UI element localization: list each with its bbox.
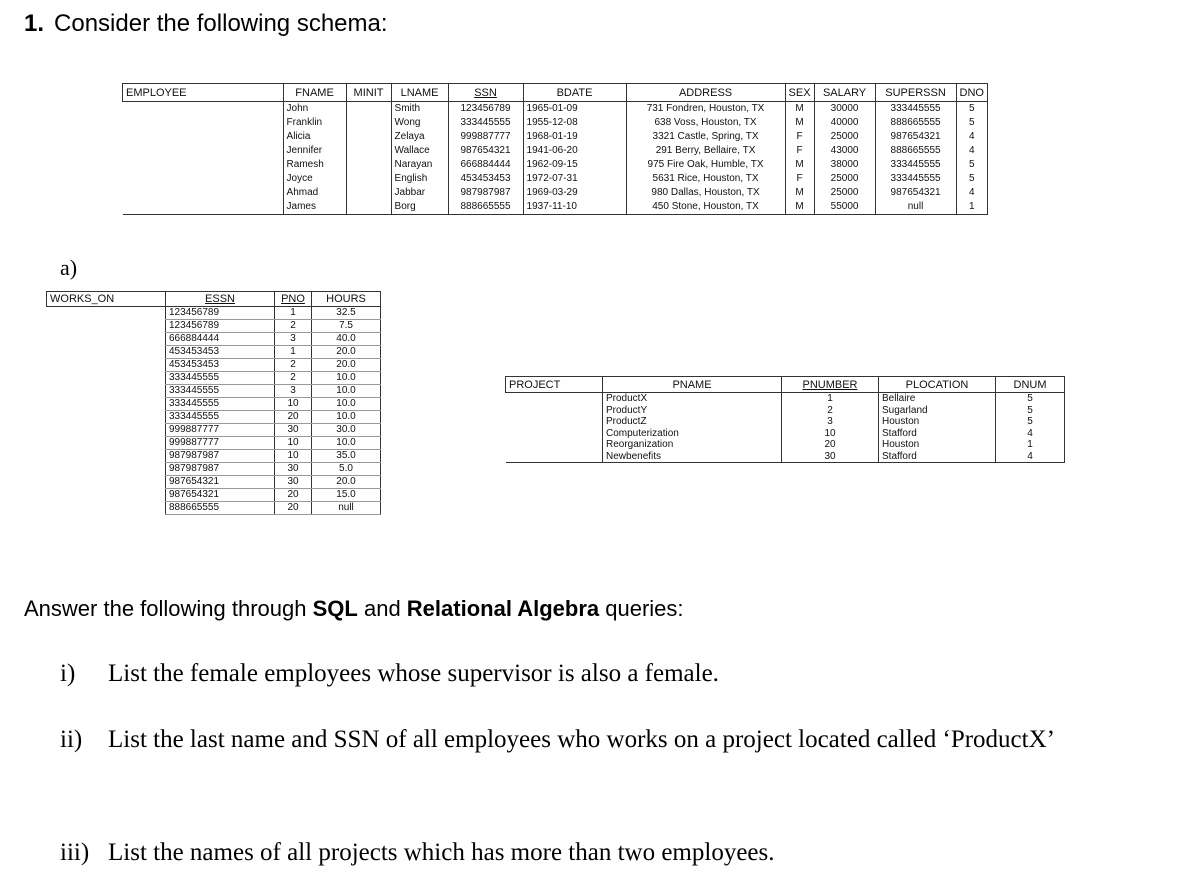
project-cell: Reorganization [603,439,782,451]
works-on-cell: 123456789 [166,307,275,320]
employee-col-address: ADDRESS [626,84,785,102]
works-on-row [47,476,381,489]
employee-cell: 980 Dallas, Houston, TX [626,186,785,200]
works-on-cell: 987987987 [166,450,275,463]
employee-cell: 4 [956,130,987,144]
works-on-row [47,372,381,385]
question-2-text: List the last name and SSN of all employees who works on a project located called ‘ProductX’ [108,726,1055,753]
employee-cell: Zelaya [391,130,448,144]
works-on-row-spacer [47,502,166,515]
employee-cell: 5 [956,102,987,117]
works-on-cell: 999887777 [166,437,275,450]
works-on-cell: 453453453 [166,359,275,372]
instruction-text: Answer the following through SQL and Relational Algebra queries: [24,596,684,621]
works-on-row-spacer [47,385,166,398]
employee-cell: 1965-01-09 [523,102,626,117]
works-on-cell: 10.0 [312,437,381,450]
employee-row [123,186,988,200]
project-row [506,393,1065,405]
works-on-cell: 35.0 [312,450,381,463]
question-heading [24,10,388,38]
project-row-spacer [506,439,603,451]
works-on-cell: 20 [275,411,312,424]
question-2 [60,724,1130,756]
works-on-row-spacer [47,489,166,502]
employee-cell: 123456789 [448,102,523,117]
project-col-pnumber: PNUMBER [782,377,879,393]
employee-row-spacer [123,158,284,172]
employee-row [123,144,988,158]
works-on-row [47,359,381,372]
employee-col-superssn: SUPERSSN [875,84,956,102]
employee-cell: M [785,158,814,172]
employee-cell: 638 Voss, Houston, TX [626,116,785,130]
works-on-row-spacer [47,398,166,411]
employee-cell [346,172,391,186]
employee-table [122,83,988,215]
project-row [506,428,1065,440]
works-on-row [47,411,381,424]
employee-cell: F [785,144,814,158]
works-on-row [47,385,381,398]
employee-row [123,130,988,144]
project-cell: ProductZ [603,416,782,428]
works-on-cell: 1 [275,346,312,359]
employee-cell: 333445555 [875,102,956,117]
works-on-cell: 123456789 [166,320,275,333]
works-on-row-spacer [47,437,166,450]
question-2-number: ii) [60,726,83,753]
employee-cell: 975 Fire Oak, Humble, TX [626,158,785,172]
question-1-text: List the female employees whose supervisor is also a female. [108,660,719,687]
employee-cell: 3321 Castle, Spring, TX [626,130,785,144]
employee-cell: 25000 [814,130,875,144]
employee-row [123,158,988,172]
project-row-spacer [506,451,603,463]
question-3-number: iii) [60,839,90,866]
works-on-col-hours: HOURS [312,292,381,307]
employee-col-ssn: SSN [448,84,523,102]
project-cell: Houston [879,439,996,451]
employee-cell [346,116,391,130]
employee-row-spacer [123,200,284,215]
project-cell: 30 [782,451,879,463]
works-on-cell: null [312,502,381,515]
works-on-cell: 20 [275,489,312,502]
employee-cell [346,144,391,158]
employee-cell: 987654321 [875,130,956,144]
works-on-cell: 3 [275,385,312,398]
works-on-row [47,346,381,359]
project-row [506,439,1065,451]
project-cell: 1 [782,393,879,405]
works-on-row-spacer [47,411,166,424]
works-on-col-essn: ESSN [166,292,275,307]
employee-cell: Ahmad [283,186,346,200]
employee-cell: 55000 [814,200,875,215]
works-on-cell: 333445555 [166,385,275,398]
project-cell: Computerization [603,428,782,440]
employee-cell: 40000 [814,116,875,130]
employee-cell: 999887777 [448,130,523,144]
employee-cell: 25000 [814,172,875,186]
works-on-row [47,463,381,476]
project-cell: 20 [782,439,879,451]
works-on-row-spacer [47,424,166,437]
employee-cell: 25000 [814,186,875,200]
works-on-cell: 2 [275,359,312,372]
works-on-cell: 987654321 [166,489,275,502]
question-3-text: List the names of all projects which has more than two employees. [108,839,775,866]
question-heading-text: Consider the following schema: [54,10,388,37]
employee-cell: 1941-06-20 [523,144,626,158]
works-on-col-pno: PNO [275,292,312,307]
works-on-cell: 999887777 [166,424,275,437]
employee-col-minit: MINIT [346,84,391,102]
employee-cell: 333445555 [448,116,523,130]
employee-cell: 453453453 [448,172,523,186]
works-on-cell: 30 [275,424,312,437]
employee-cell: Wong [391,116,448,130]
employee-cell [346,102,391,117]
employee-cell: 291 Berry, Bellaire, TX [626,144,785,158]
works-on-header-row [47,292,381,307]
project-row [506,405,1065,417]
employee-cell: F [785,172,814,186]
employee-cell: 1968-01-19 [523,130,626,144]
employee-cell: M [785,116,814,130]
project-cell: Stafford [879,451,996,463]
project-cell: 1 [996,439,1065,451]
works-on-cell: 987654321 [166,476,275,489]
works-on-row-spacer [47,359,166,372]
employee-cell: 333445555 [875,158,956,172]
employee-cell: 5 [956,116,987,130]
employee-cell: Narayan [391,158,448,172]
employee-relation-name: EMPLOYEE [123,84,284,102]
employee-row-spacer [123,130,284,144]
project-cell: Houston [879,416,996,428]
works-on-cell: 10.0 [312,385,381,398]
employee-cell: Jabbar [391,186,448,200]
project-relation-name: PROJECT [506,377,603,393]
employee-header-row [123,84,988,102]
works-on-cell: 453453453 [166,346,275,359]
employee-row [123,200,988,215]
employee-row [123,172,988,186]
employee-cell: 43000 [814,144,875,158]
employee-cell: Alicia [283,130,346,144]
project-cell: 10 [782,428,879,440]
employee-cell: 888665555 [875,144,956,158]
project-cell: ProductY [603,405,782,417]
works-on-cell: 10.0 [312,411,381,424]
employee-cell: 1937-11-10 [523,200,626,215]
question-1-number: i) [60,660,76,687]
project-cell: Sugarland [879,405,996,417]
project-cell: 2 [782,405,879,417]
employee-cell: 1962-09-15 [523,158,626,172]
employee-cell: 1955-12-08 [523,116,626,130]
works-on-row [47,437,381,450]
works-on-cell: 20.0 [312,346,381,359]
works-on-cell: 333445555 [166,411,275,424]
project-header-row [506,377,1065,393]
employee-col-sex: SEX [785,84,814,102]
project-cell: 4 [996,451,1065,463]
works-on-row-spacer [47,463,166,476]
project-cell: Stafford [879,428,996,440]
employee-cell: 4 [956,186,987,200]
project-col-pname: PNAME [603,377,782,393]
works-on-cell: 3 [275,333,312,346]
employee-cell: 888665555 [875,116,956,130]
employee-cell: 450 Stone, Houston, TX [626,200,785,215]
employee-row-spacer [123,116,284,130]
employee-cell: 5 [956,158,987,172]
works-on-cell: 666884444 [166,333,275,346]
project-row [506,416,1065,428]
works-on-row-spacer [47,372,166,385]
works-on-row-spacer [47,333,166,346]
works-on-relation-name: WORKS_ON [47,292,166,307]
project-row-spacer [506,405,603,417]
works-on-cell: 888665555 [166,502,275,515]
works-on-cell: 7.5 [312,320,381,333]
works-on-cell: 333445555 [166,372,275,385]
works-on-cell: 10.0 [312,398,381,411]
employee-cell: James [283,200,346,215]
works-on-cell: 15.0 [312,489,381,502]
employee-cell: 1972-07-31 [523,172,626,186]
works-on-row [47,307,381,320]
employee-cell: 987987987 [448,186,523,200]
project-row [506,451,1065,463]
works-on-row [47,320,381,333]
employee-col-salary: SALARY [814,84,875,102]
works-on-cell: 30 [275,463,312,476]
works-on-cell: 30 [275,476,312,489]
employee-cell: 1969-03-29 [523,186,626,200]
employee-row-spacer [123,144,284,158]
employee-cell: 30000 [814,102,875,117]
employee-cell: Franklin [283,116,346,130]
instruction-sql: SQL [312,596,358,621]
employee-row-spacer [123,172,284,186]
works-on-row [47,502,381,515]
works-on-row-spacer [47,476,166,489]
project-col-dnum: DNUM [996,377,1065,393]
project-table [505,376,1065,463]
project-cell: 5 [996,405,1065,417]
employee-cell: 987654321 [875,186,956,200]
employee-col-fname: FNAME [283,84,346,102]
employee-cell: 888665555 [448,200,523,215]
works-on-cell: 2 [275,320,312,333]
works-on-cell: 10 [275,437,312,450]
works-on-row [47,450,381,463]
works-on-cell: 10.0 [312,372,381,385]
works-on-row-spacer [47,346,166,359]
employee-cell [346,186,391,200]
works-on-row-spacer [47,320,166,333]
employee-cell: Wallace [391,144,448,158]
employee-cell: Jennifer [283,144,346,158]
employee-cell: Joyce [283,172,346,186]
employee-cell [346,200,391,215]
employee-cell: 38000 [814,158,875,172]
employee-col-dno: DNO [956,84,987,102]
project-cell: ProductX [603,393,782,405]
project-cell: 4 [996,428,1065,440]
works-on-cell: 1 [275,307,312,320]
works-on-cell: 987987987 [166,463,275,476]
employee-row [123,102,988,117]
works-on-row [47,489,381,502]
works-on-table [46,291,381,515]
employee-col-bdate: BDATE [523,84,626,102]
project-row-spacer [506,416,603,428]
employee-cell: John [283,102,346,117]
instruction-relational-algebra: Relational Algebra [406,596,600,621]
employee-cell: 5 [956,172,987,186]
project-row-spacer [506,428,603,440]
employee-cell: 666884444 [448,158,523,172]
employee-cell: 731 Fondren, Houston, TX [626,102,785,117]
project-col-plocation: PLOCATION [879,377,996,393]
employee-cell [346,130,391,144]
employee-row-spacer [123,102,284,117]
project-cell: Newbenefits [603,451,782,463]
employee-cell: 333445555 [875,172,956,186]
employee-row [123,116,988,130]
employee-cell: M [785,186,814,200]
employee-cell: 987654321 [448,144,523,158]
works-on-row-spacer [47,307,166,320]
works-on-cell: 10 [275,450,312,463]
employee-cell [346,158,391,172]
employee-cell: 4 [956,144,987,158]
part-label: a) [60,255,78,280]
project-cell: 5 [996,416,1065,428]
employee-cell: Smith [391,102,448,117]
employee-cell: null [875,200,956,215]
employee-cell: 5631 Rice, Houston, TX [626,172,785,186]
works-on-cell: 40.0 [312,333,381,346]
employee-cell: English [391,172,448,186]
question-3 [60,837,775,869]
employee-cell: M [785,102,814,117]
works-on-cell: 32.5 [312,307,381,320]
project-row-spacer [506,393,603,405]
works-on-cell: 20.0 [312,476,381,489]
employee-cell: 1 [956,200,987,215]
works-on-cell: 333445555 [166,398,275,411]
question-1 [60,658,719,690]
works-on-cell: 5.0 [312,463,381,476]
works-on-row [47,333,381,346]
project-cell: 5 [996,393,1065,405]
works-on-row-spacer [47,450,166,463]
works-on-cell: 20.0 [312,359,381,372]
works-on-cell: 2 [275,372,312,385]
employee-cell: M [785,200,814,215]
employee-cell: Ramesh [283,158,346,172]
works-on-row [47,424,381,437]
works-on-cell: 10 [275,398,312,411]
employee-cell: Borg [391,200,448,215]
project-cell: Bellaire [879,393,996,405]
employee-cell: F [785,130,814,144]
employee-row-spacer [123,186,284,200]
works-on-row [47,398,381,411]
works-on-cell: 20 [275,502,312,515]
works-on-cell: 30.0 [312,424,381,437]
project-cell: 3 [782,416,879,428]
employee-col-lname: LNAME [391,84,448,102]
question-number: 1. [24,10,45,37]
